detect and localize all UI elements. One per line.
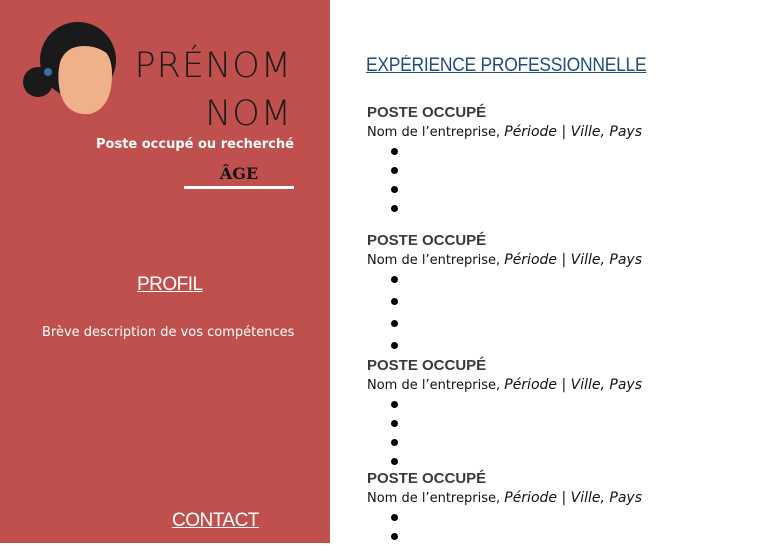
age-label: ÂGE bbox=[219, 164, 259, 183]
experience-title: EXPÉRIENCE PROFESSIONNELLE bbox=[366, 55, 647, 76]
job-company-line bbox=[367, 489, 767, 508]
list-item bbox=[367, 508, 767, 527]
job-period: Période | Ville, Pays bbox=[504, 377, 642, 393]
bullet-dot-icon bbox=[391, 439, 398, 446]
list-item bbox=[367, 433, 767, 452]
company-name: Nom de l’entreprise, bbox=[367, 125, 505, 140]
bullet-dot-icon bbox=[391, 205, 398, 212]
bullet-dot-icon bbox=[391, 342, 398, 349]
job-title: POSTE OCCUPÉ bbox=[367, 470, 487, 487]
job-company-line bbox=[367, 123, 767, 142]
job-company-line bbox=[367, 251, 767, 270]
job-bullets bbox=[367, 142, 767, 218]
bullet-dot-icon bbox=[391, 458, 398, 465]
list-item bbox=[367, 292, 767, 314]
list-item bbox=[367, 452, 767, 471]
job-bullets bbox=[367, 508, 767, 546]
job-entry bbox=[367, 104, 767, 218]
bullet-dot-icon bbox=[391, 514, 398, 521]
job-bullets bbox=[367, 270, 767, 358]
bullet-dot-icon bbox=[391, 167, 398, 174]
bullet-dot-icon bbox=[391, 276, 398, 283]
job-bullets bbox=[367, 395, 767, 471]
woman-avatar-icon bbox=[22, 16, 130, 124]
job-entry bbox=[367, 357, 767, 471]
company-name: Nom de l’entreprise, bbox=[367, 253, 505, 268]
list-item bbox=[367, 180, 767, 199]
bullet-dot-icon bbox=[391, 186, 398, 193]
list-item bbox=[367, 199, 767, 218]
list-item bbox=[367, 142, 767, 161]
job-title: POSTE OCCUPÉ bbox=[367, 357, 487, 374]
job-company-line bbox=[367, 376, 767, 395]
job-entry bbox=[367, 470, 767, 546]
company-name: Nom de l’entreprise, bbox=[367, 491, 505, 506]
contact-title: CONTACT bbox=[172, 510, 259, 531]
list-item bbox=[367, 527, 767, 546]
bullet-dot-icon bbox=[391, 533, 398, 540]
job-entry bbox=[367, 232, 767, 358]
job-period: Période | Ville, Pays bbox=[504, 252, 642, 268]
list-item bbox=[367, 336, 767, 358]
bullet-dot-icon bbox=[391, 401, 398, 408]
bullet-dot-icon bbox=[391, 298, 398, 305]
job-title: POSTE OCCUPÉ bbox=[367, 104, 487, 121]
job-title: POSTE OCCUPÉ bbox=[367, 232, 487, 249]
age-divider bbox=[184, 186, 294, 189]
list-item bbox=[367, 314, 767, 336]
job-subtitle: Poste occupé ou recherché bbox=[96, 137, 294, 152]
profile-description: Brève description de vos compétences bbox=[42, 325, 295, 340]
bullet-dot-icon bbox=[391, 320, 398, 327]
list-item bbox=[367, 270, 767, 292]
profile-title: PROFIL bbox=[137, 274, 203, 295]
list-item bbox=[367, 414, 767, 433]
bullet-dot-icon bbox=[391, 420, 398, 427]
list-item bbox=[367, 161, 767, 180]
list-item bbox=[367, 395, 767, 414]
job-period: Période | Ville, Pays bbox=[504, 490, 642, 506]
sidebar bbox=[0, 0, 330, 543]
company-name: Nom de l’entreprise, bbox=[367, 378, 505, 393]
last-name: NOM bbox=[205, 94, 292, 134]
job-period: Période | Ville, Pays bbox=[504, 124, 642, 140]
bullet-dot-icon bbox=[391, 148, 398, 155]
first-name: PRÉNOM bbox=[134, 46, 292, 86]
